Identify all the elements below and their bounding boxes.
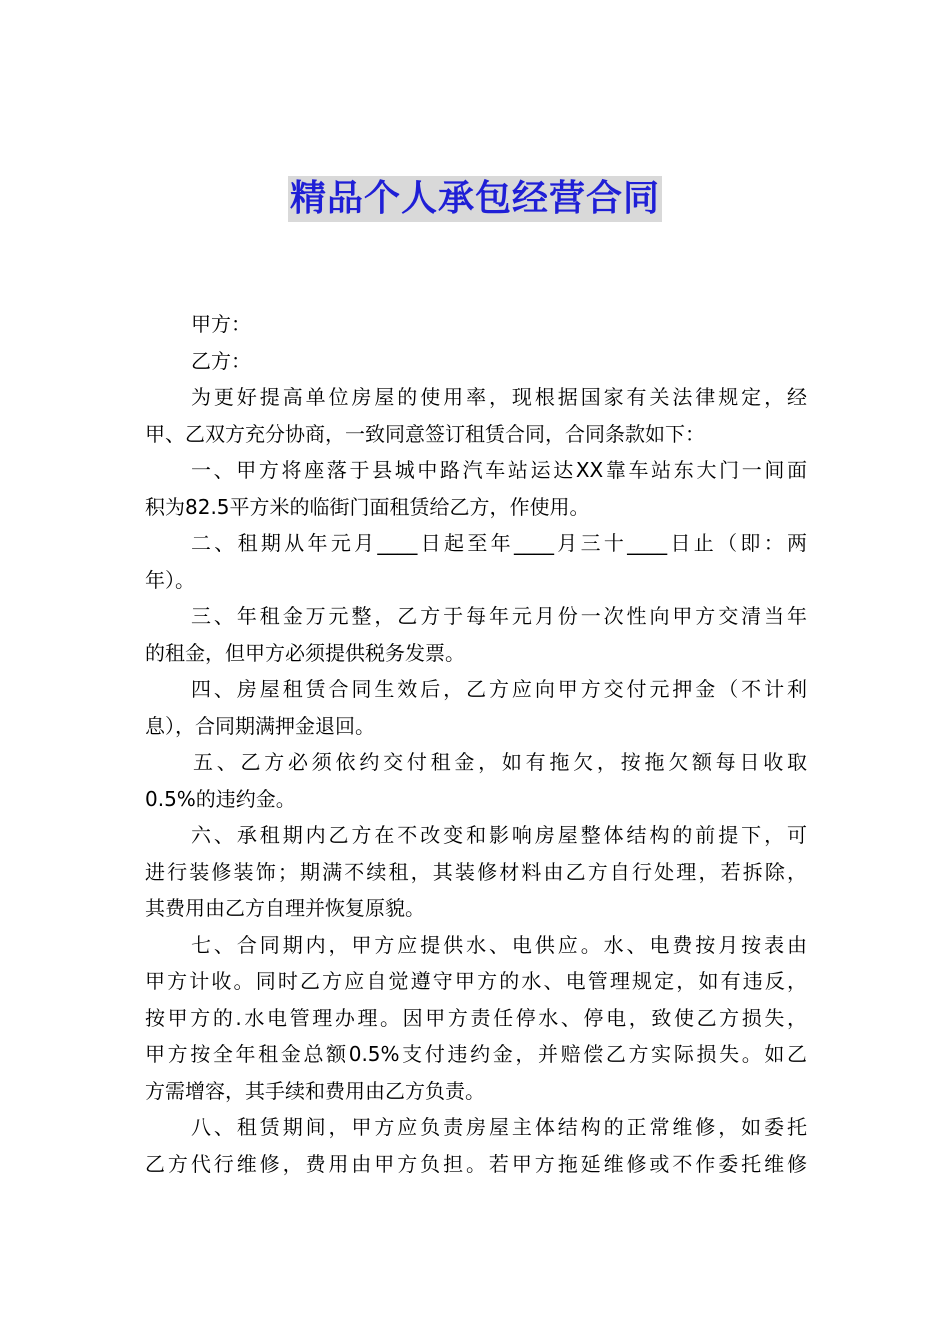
clause-6-line: 其费用由乙方自理并恢复原貌。 [145,896,425,920]
paragraph-intro-line: 为更好提高单位房屋的使用率，现根据国家有关法律规定，经 [191,385,807,409]
clause-2-line: 二、租期从年元月____日起至年____月三十____日止（即：两 [191,531,807,555]
paragraph-party-a: 甲方： [191,312,251,336]
clause-5-line: 五、乙方必须依约交付租金，如有拖欠，按拖欠额每日收取 [193,750,807,774]
clause-6-line: 六、承租期内乙方在不改变和影响房屋整体结构的前提下，可 [191,823,807,847]
clause-4-line: 四、房屋租赁合同生效后，乙方应向甲方交付元押金（不计利 [191,677,807,701]
clause-3-line: 三、年租金万元整，乙方于每年元月份一次性向甲方交清当年 [191,604,807,628]
clause-7-line: 方需增容，其手续和费用由乙方负责。 [145,1078,485,1103]
clause-7-line: 七、合同期内，甲方应提供水、电供应。水、电费按月按表由 [191,932,807,957]
document-body [145,306,807,1182]
clause-3-line: 的租金，但甲方必须提供税务发票。 [145,640,465,665]
clause-7-line: 甲方按全年租金总额0.5%支付违约金，并赔偿乙方实际损失。如乙 [145,1042,807,1066]
title-container [0,176,950,222]
clause-7-line: 甲方计收。同时乙方应自觉遵守甲方的水、电管理规定，如有违反， [145,969,807,993]
clause-1-line: 一、甲方将座落于县城中路汽车站运达XX靠车站东大门一间面 [191,458,807,482]
clause-1-line: 积为82.5平方米的临街门面租赁给乙方，作使用。 [145,494,590,519]
clause-8-line: 乙方代行维修，费用由甲方负担。若甲方拖延维修或不作委托维修 [145,1151,807,1176]
document-title: 精品个人承包经营合同 [288,176,662,222]
clause-6-line: 进行装修装饰；期满不续租，其装修材料由乙方自行处理，若拆除， [145,859,807,884]
clause-4-line: 息），合同期满押金退回。 [145,713,375,738]
clause-7-line: 按甲方的.水电管理办理。因甲方责任停水、停电，致使乙方损失， [145,1005,807,1030]
paragraph-intro-line: 甲、乙双方充分协商，一致同意签订租赁合同，合同条款如下： [145,421,705,446]
clause-8-line: 八、租赁期间，甲方应负责房屋主体结构的正常维修，如委托 [191,1115,807,1139]
clause-5-line: 0.5%的违约金。 [145,786,296,811]
clause-2-line: 年）。 [145,567,195,592]
paragraph-party-b: 乙方： [191,348,251,373]
